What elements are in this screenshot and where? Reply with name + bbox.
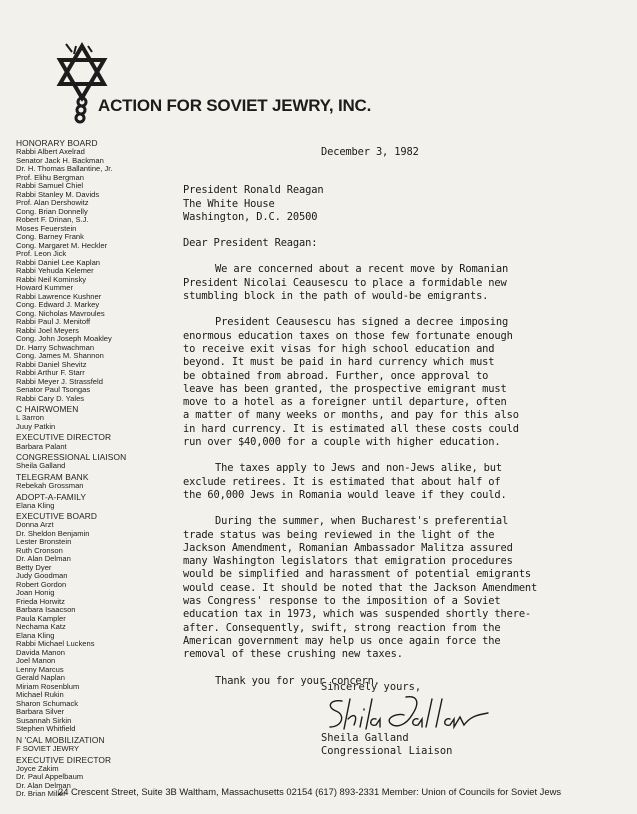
- letter-date: December 3, 1982: [321, 146, 419, 158]
- sidebar-name: Dr. Alan Delman: [16, 780, 71, 790]
- sidebar-name: Cong. Edward J. Markey: [16, 300, 100, 310]
- sidebar-name: Joan Honig: [16, 588, 55, 598]
- sidebar-name: Barbara Silver: [16, 707, 65, 717]
- sidebar-name: F SOVIET JEWRY: [16, 744, 80, 754]
- sidebar-section-heading: HONORARY BOARD: [16, 138, 98, 148]
- sidebar-name: Dr. Brian Miller: [16, 789, 66, 799]
- sidebar-name: Stephen Whitfield: [16, 724, 76, 734]
- sidebar-name: Miriam Rosenblum: [16, 681, 80, 691]
- sidebar-name: Rabbi Daniel Shevitz: [16, 359, 87, 369]
- sidebar-name: Cong. Nicholas Mavroules: [16, 308, 105, 318]
- signer-name: Sheila Galland: [321, 732, 409, 744]
- sidebar-section: [16, 139, 176, 403]
- paragraph: The taxes apply to Jews and non-Jews alike, but exclude retirees. It is estimated that about half of the 60,000 Jews in Romania would leave if they could.: [183, 462, 507, 501]
- sidebar-name: Prof. Leon Jick: [16, 249, 67, 259]
- sidebar-name: Cong. Barney Frank: [16, 232, 84, 242]
- sidebar-section-heading: EXECUTIVE DIRECTOR: [16, 432, 112, 443]
- sidebar-name: Gerald Naplan: [16, 673, 65, 683]
- sidebar-name: Howard Kummer: [16, 283, 73, 293]
- sidebar-name: Barbara Palant: [16, 441, 67, 451]
- sidebar-name: Prof. Elihu Bergman: [16, 172, 84, 182]
- sidebar-name: Betty Dyer: [16, 562, 52, 572]
- paragraph: During the summer, when Bucharest's preferential trade status was being reviewed in the light of the Jackson Amendment, Romanian Ambassador Malitza assured many Washington legislators that emigration procedures would be simplified and harassment of potential emigrants would cease. It should be noted that the Jackson Amendment was Congress' response to the imposition of a Soviet education tax in 1973, which was suspended shortly there- after. Consequently, swift, strong reaction from the American government may help us once again force the removal of these crushing new taxes.: [183, 515, 538, 661]
- sidebar-name: Joyce Zakim: [16, 763, 59, 773]
- salutation: Dear President Reagan:: [183, 237, 318, 250]
- sidebar-name: Rebekah Grossman: [16, 481, 84, 491]
- sidebar-name: Paula Kampler: [16, 613, 66, 623]
- sidebar-name: Lenny Marcus: [16, 664, 64, 674]
- sidebar-section-heading: N 'CAL MOBILIZATION: [16, 734, 105, 745]
- sidebar-name: Rabbi Michael Luckens: [16, 639, 95, 649]
- sidebar-section-heading: CONGRESSIONAL LIAISON: [16, 452, 127, 463]
- sidebar-section-heading: TELEGRAM BANK: [16, 471, 89, 482]
- sidebar-name: Rabbi Daniel Lee Kaplan: [16, 257, 101, 267]
- handwritten-signature: [320, 693, 490, 737]
- sidebar-name: Elana Kling: [16, 630, 55, 640]
- sidebar-name: Barbara Isaacson: [16, 605, 76, 615]
- sidebar-name: Rabbi Samuel Chiel: [16, 181, 84, 191]
- sidebar-name: Juuy Patkin: [16, 421, 56, 431]
- sidebar-name: Rabbi Albert Axelrad: [16, 147, 85, 157]
- sidebar-name: L 3arron: [16, 413, 45, 423]
- sidebar-section-heading: EXECUTIVE BOARD: [16, 511, 98, 522]
- sidebar-name: Rabbi Meyer J. Strassfeld: [16, 376, 103, 386]
- sidebar-name: Dr. Alan Delman: [16, 554, 71, 564]
- sidebar-section: [16, 736, 176, 754]
- sidebar-name: Senator Jack H. Backman: [16, 155, 104, 165]
- recipient-line: President Ronald Reagan: [183, 184, 324, 197]
- paragraph: President Ceausescu has signed a decree imposing enormous education taxes on those few fortunate enough to receive exit visas for high school education and beyond. It must be paid in hard currency which must be obtained from abroad. Further, once approval to leave has been granted, the prospective emigrant must move to a hotel as a foreigner until departure, often a matter of many weeks or months, and pay for this also in hard currency. It is estimated all these costs could run over $40,000 for a couple with higher education.: [183, 316, 519, 449]
- signer-title: Congressional Liaison: [321, 745, 453, 758]
- sidebar-name: Cong. Margaret M. Heckler: [16, 240, 108, 250]
- sidebar-name: Moses Feuerstein: [16, 223, 77, 233]
- sidebar-name: Dr. Harry Schwachman: [16, 342, 95, 352]
- sidebar-section: [16, 453, 176, 471]
- sidebar-name: Rabbi Lawrence Kushner: [16, 291, 102, 301]
- sidebar-section: [16, 473, 176, 491]
- sidebar-name: Ruth Cronson: [16, 545, 63, 555]
- signer-block: [321, 732, 452, 759]
- sidebar-name: Donna Arzt: [16, 520, 54, 530]
- sidebar-section-heading: EXECUTIVE DIRECTOR: [16, 754, 112, 765]
- sidebar-name: Elana Kling: [16, 500, 55, 510]
- sidebar-name: Frieda Horwitz: [16, 596, 65, 606]
- sidebar-name: Rabbi Paul J. Menitoff: [16, 317, 91, 327]
- recipient-line: The White House: [183, 197, 275, 210]
- sidebar-name: Michael Rukin: [16, 690, 64, 700]
- sidebar-section: [16, 512, 176, 734]
- thanks-line: Thank you for your concern.: [215, 674, 380, 687]
- sidebar-name: Rabbi Arthur F. Starr: [16, 368, 85, 378]
- sidebar-name: Rabbi Neil Kominsky: [16, 274, 87, 284]
- organization-name: ACTION FOR SOVIET JEWRY, INC.: [98, 96, 372, 115]
- sidebar-name: Cong. Brian Donnelly: [16, 206, 88, 216]
- sidebar-name: Dr. H. Thomas Ballantine, Jr.: [16, 164, 113, 174]
- sidebar-name: Sharon Schumack: [16, 698, 79, 708]
- sidebar-name: Susannah Sirkin: [16, 715, 72, 725]
- sidebar-name: Joel Manon: [16, 656, 56, 666]
- sidebar-section: [16, 405, 176, 431]
- sidebar-name: Prof. Alan Dershowitz: [16, 198, 89, 208]
- sidebar-section: [16, 493, 176, 511]
- sidebar-name: Rabbi Yehuda Kelemer: [16, 266, 94, 276]
- sidebar-name: Cong. James M. Shannon: [16, 351, 104, 361]
- closing: Sincerely yours,: [321, 681, 422, 693]
- sidebar-name: Rabbi Joel Meyers: [16, 325, 79, 335]
- sidebar-name: Lester Bronstein: [16, 537, 72, 547]
- sidebar-section-heading: C HAIRWOMEN: [16, 404, 79, 415]
- sidebar-name: Senator Paul Tsongas: [16, 385, 91, 395]
- sidebar-name: Robert Gordon: [16, 579, 67, 589]
- letter-body: [183, 146, 623, 701]
- sidebar-name: Nechama Katz: [16, 622, 66, 632]
- sidebar-section-heading: ADOPT-A-FAMILY: [16, 491, 87, 502]
- recipient-line: Washington, D.C. 20500: [183, 210, 318, 223]
- sidebar-name: Rabbi Stanley M. Davids: [16, 189, 100, 199]
- recipient-address: [183, 184, 623, 224]
- sidebar-section: [16, 433, 176, 451]
- sidebar-name: Cong. John Joseph Moakley: [16, 334, 112, 344]
- sidebar-name: Robert F. Drinan, S.J.: [16, 215, 89, 225]
- sidebar-board-list: [16, 139, 176, 799]
- sidebar-name: Dr. Paul Appelbaum: [16, 772, 84, 782]
- sidebar-name: Davida Manon: [16, 647, 65, 657]
- footer-address: 24 Crescent Street, Suite 3B Waltham, Massachusetts 02154 (617) 893-2331 Member: Union of Councils for Soviet Jews: [58, 786, 562, 797]
- paragraph: We are concerned about a recent move by Romanian President Nicolai Ceausescu to place a formidable new stumbling block in the path of would-be emigrants.: [183, 263, 509, 303]
- sidebar-name: Dr. Sheldon Benjamin: [16, 528, 90, 538]
- sidebar-name: Judy Goodman: [16, 571, 68, 581]
- sidebar-name: Rabbi Cary D. Yales: [16, 393, 85, 403]
- sidebar-name: Sheila Galland: [16, 461, 66, 471]
